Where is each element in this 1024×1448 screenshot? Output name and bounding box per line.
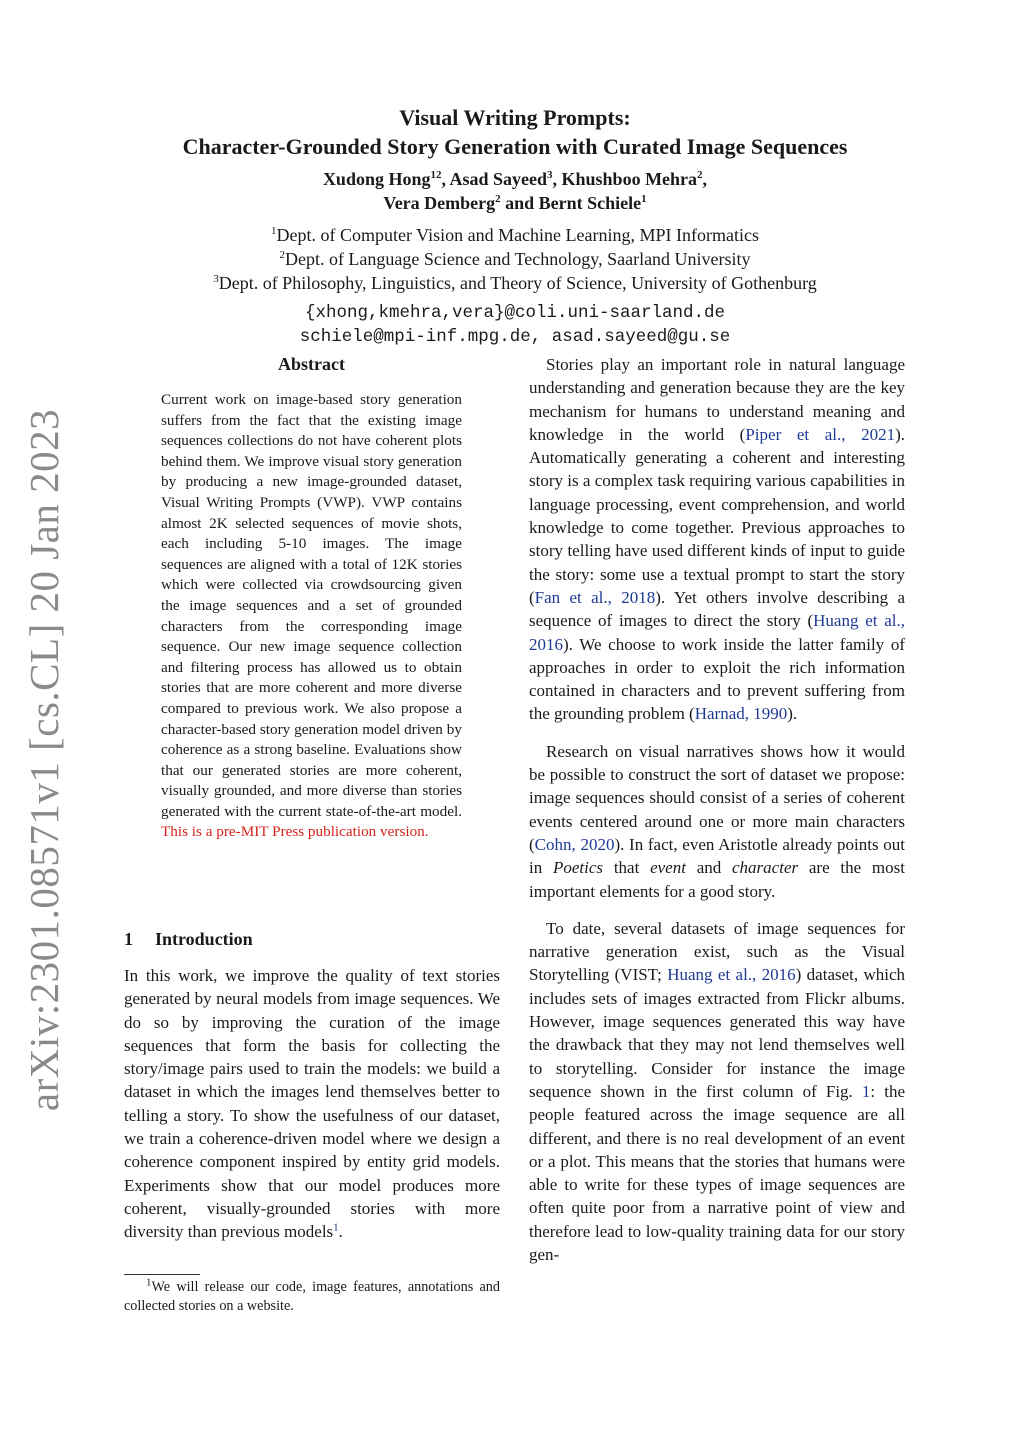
- author-affil-mark: 2: [495, 193, 501, 205]
- paragraph-text: ).: [787, 704, 798, 724]
- affiliation-mark: 2: [279, 249, 285, 261]
- arxiv-stamp-text: arXiv:2301.08571v1 [cs.CL] 20 Jan 2023: [21, 408, 67, 1112]
- footnote-mark: 1: [146, 1276, 152, 1289]
- body-paragraph: [529, 917, 905, 1266]
- paragraph-text: To date, several datasets of image sequences for narrative generation exist, such as the Visual Storytelling (VIST;: [529, 918, 905, 985]
- paragraph-text: Stories play an important role in natural language understanding and generation because they are the key mechanism for humans to understand meaning and knowledge in the world (: [529, 355, 905, 444]
- intro-paragraph: [124, 964, 500, 1244]
- footnote-text: We will release our code, image features, annotations and collected stories on a website.: [124, 1279, 500, 1314]
- arxiv-stamp: [10, 408, 78, 1112]
- citation-link[interactable]: Fan et al., 2018: [534, 587, 656, 607]
- abstract-heading: Abstract: [278, 354, 345, 374]
- paragraph-text: and: [685, 858, 733, 878]
- affiliation-line: [100, 271, 930, 295]
- abstract-section: [161, 352, 462, 843]
- footnote-indent: [124, 1279, 146, 1295]
- figure-link[interactable]: 1: [861, 1081, 871, 1101]
- citation-link[interactable]: Piper et al., 2021: [745, 424, 896, 444]
- email-list: [100, 301, 930, 349]
- footnote-link[interactable]: 1: [333, 1221, 339, 1234]
- paragraph-text: In this work, we improve the quality of text stories generated by neural models from image sequences. We do so by improving the curation of the image sequences that form the basis for collecting the story/image pairs used to train the models: we build a dataset in which the images lend themselves better to telling a story. To show the usefulness of our dataset, we train a coherence-driven model where we design a coherence component inspired by entity grid models. Experiments show that our model produces more coherent, visually-grounded stories with more diversity than previous models: [124, 966, 500, 1242]
- paragraph-text: Research on visual narratives shows how it would be possible to construct the sort of dataset we propose: image sequences should consist of a series of coherent events centered around one or more main characters (: [529, 741, 905, 854]
- emphasis-text: Poetics: [553, 858, 604, 878]
- section-heading-introduction: [124, 929, 253, 950]
- citation-link[interactable]: Cohn, 2020: [534, 834, 615, 854]
- paragraph-text: ) dataset, which includes sets of images extracted from Flickr albums. However, image sequences generated this way have the drawback that they may not lend themselves well to storytelling. Consider for instance the image sequence shown in the first column of Fig.: [529, 965, 906, 1101]
- affiliation-mark: 1: [271, 225, 277, 237]
- paragraph-text: : the people featured across the image sequence are all different, and there is no real development of an event or a plot. This means that the stories that humans were able to write for these types of image sequences are often quite poor from a narrative point of view and therefore lead to low-quality training data for our story gen-: [529, 1081, 905, 1264]
- affiliation-line: [100, 247, 930, 271]
- author-name: Asad Sayeed: [449, 169, 548, 189]
- affiliation-mark: 3: [213, 273, 219, 285]
- paragraph-text: .: [338, 1222, 343, 1242]
- paragraph-text: ). In fact, even Aristotle already points out in: [529, 834, 905, 878]
- author-list: Xudong Hong$^{12}$, Asad Sayeed$^3$, Khushboo Mehra$^2$, Vera Demberg$^2$ and Bernt Schiele$^1$: [322, 169, 708, 213]
- emphasis-text: character: [732, 858, 799, 878]
- citation-link[interactable]: Huang et al., 2016: [667, 965, 796, 985]
- section-number: 1: [124, 929, 133, 949]
- email-line: {xhong,kmehra,vera}@coli.uni-saarland.de: [304, 303, 726, 323]
- paragraph-text: are the most important elements for a good story.: [529, 858, 905, 901]
- affiliation-line: [100, 223, 930, 247]
- author-name: Khushboo Mehra: [561, 169, 698, 189]
- affiliation-text: Dept. of Philosophy, Linguistics, and Theory of Science, University of Gothenburg: [218, 273, 817, 293]
- paragraph-text: that: [603, 858, 651, 878]
- left-column: [124, 964, 500, 1244]
- author-affil-mark: 1: [641, 193, 647, 205]
- paragraph-text: ). We choose to work inside the latter family of approaches in order to exploit the rich information contained in characters and to prevent suffering from the grounding problem (: [529, 634, 905, 724]
- section-title: Introduction: [155, 929, 253, 949]
- right-column: [529, 353, 905, 1266]
- abstract-text: [161, 390, 462, 843]
- affiliation-text: Dept. of Computer Vision and Machine Learning, MPI Informatics: [276, 225, 759, 245]
- title-line-1: Visual Writing Prompts:: [399, 105, 631, 130]
- title-block: [100, 103, 930, 349]
- author-affil-mark: 12: [430, 169, 442, 181]
- body-paragraph: [529, 353, 905, 726]
- author-affil-mark: 3: [547, 169, 553, 181]
- affiliation-text: Dept. of Language Science and Technology, Saarland University: [284, 249, 751, 269]
- paper-title: [100, 103, 930, 161]
- author-name: Vera Demberg: [383, 193, 496, 213]
- emphasis-text: event: [650, 858, 686, 878]
- footnote-divider: [124, 1274, 200, 1275]
- email-line: schiele@mpi-inf.mpg.de, asad.sayeed@gu.se: [299, 327, 731, 347]
- body-paragraph: [529, 740, 905, 903]
- paragraph-text: ). Yet others involve describing a sequence of images to direct the story (: [529, 587, 905, 631]
- paragraph-text: ). Automatically generating a coherent and interesting story is a complex task requiring various capabilities in language processing, event comprehension, and world knowledge to come together. Previous approaches to story telling have used different kinds of input to guide the story: some use a textual prompt to start the story (: [529, 424, 906, 607]
- preprint-notice: This is a pre-MIT Press publication version.: [161, 823, 429, 841]
- affiliation-list: [100, 223, 930, 295]
- citation-link[interactable]: Harnad, 1990: [694, 704, 788, 724]
- footnote: [124, 1278, 500, 1316]
- author-name: Bernt Schiele: [538, 193, 642, 213]
- citation-link[interactable]: Huang et al., 2016: [529, 611, 905, 654]
- author-affil-mark: 2: [697, 169, 703, 181]
- abstract-body: Current work on image-based story generation suffers from the fact that the existing image sequences collections do not have coherent plots behind them. We improve visual story generation by producing a new image-grounded dataset, Visual Writing Prompts (VWP). VWP contains almost 2K selected sequences of movie shots, each including 5-10 images. The image sequences are aligned with a total of 12K stories which were collected via crowdsourcing given the image sequences and a set of grounded characters from the corresponding image sequence. Our new image sequence collection and filtering process has allowed us to obtain stories that are more coherent and more diverse compared to previous work. We also propose a character-based story generation model driven by coherence as a strong baseline. Evaluations show that our generated stories are more coherent, visually grounded, and more diverse than stories generated with the current state-of-the-art model.: [161, 391, 462, 820]
- title-line-2: Character-Grounded Story Generation with Curated Image Sequences: [182, 134, 848, 159]
- author-name: Xudong Hong: [322, 169, 431, 189]
